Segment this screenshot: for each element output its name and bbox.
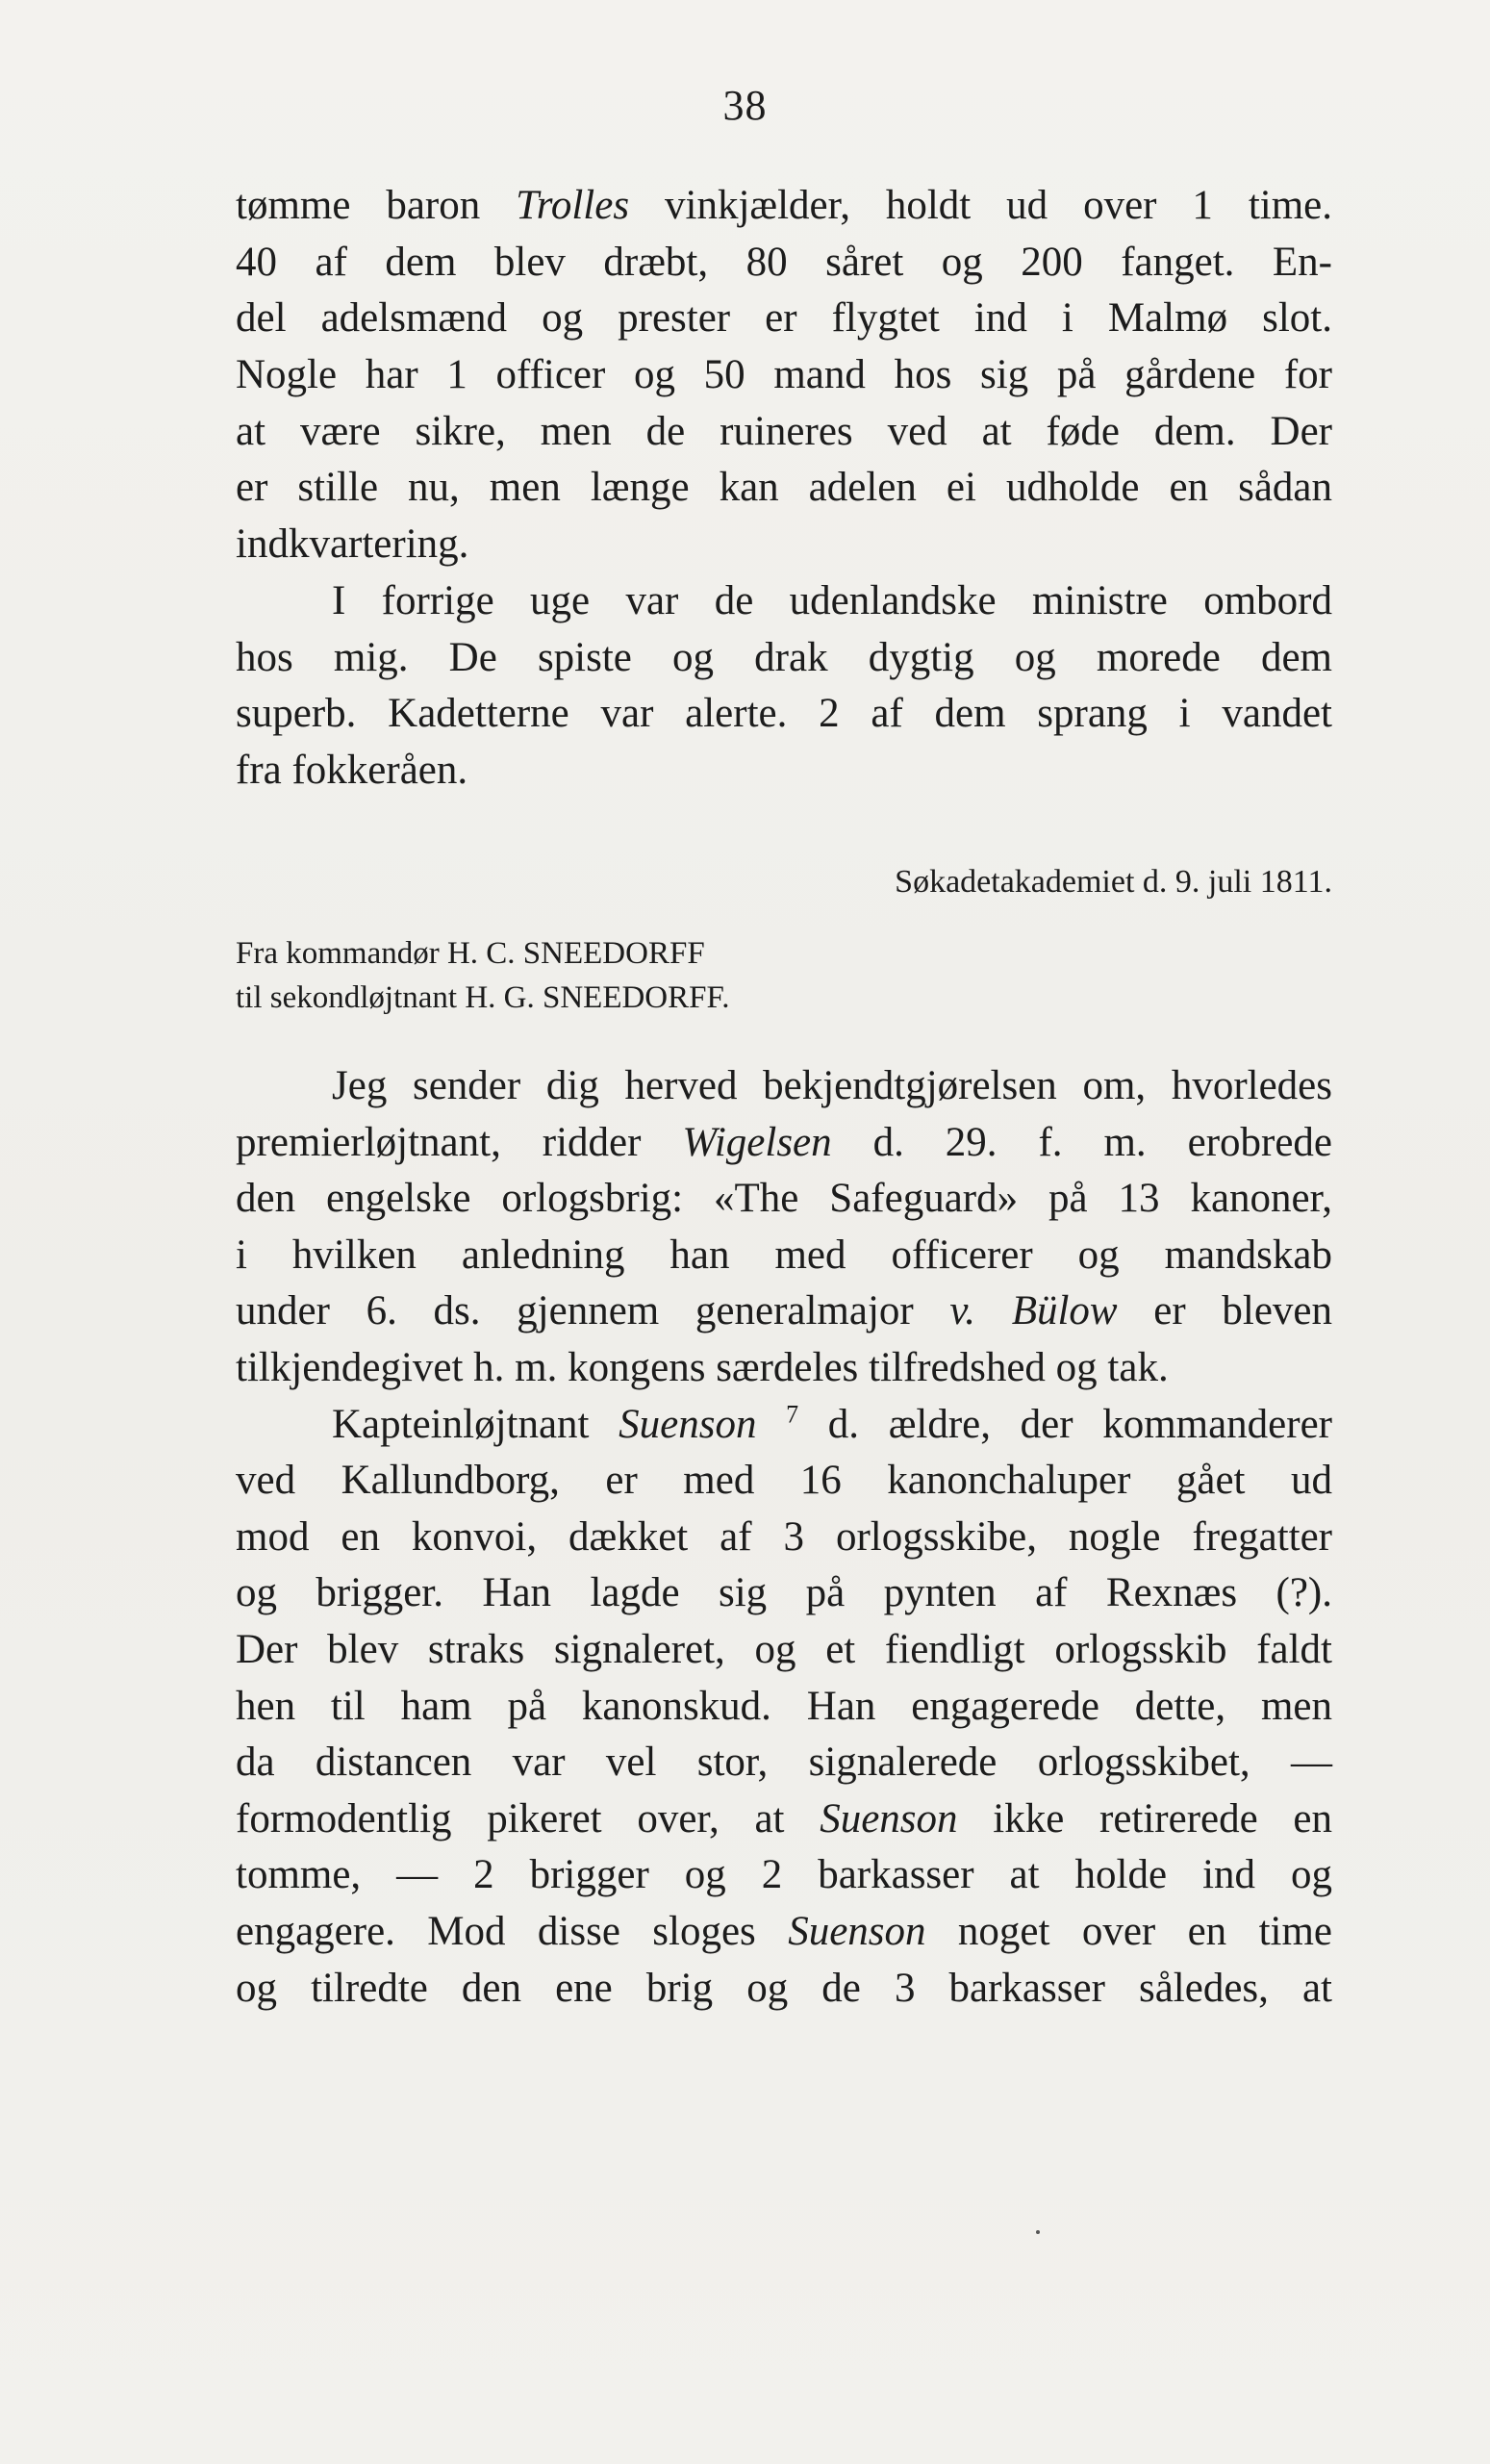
text-line: da distancen var vel stor, signalerede orlogsskibet, —	[236, 1740, 1332, 1786]
text-line: del adelsmænd og prester er flygtet ind i Malmø slot.	[236, 295, 1332, 342]
page-number: 38	[722, 82, 768, 129]
text-line: er stille nu, men længe kan adelen ei udholde en sådan	[236, 465, 1332, 511]
letter-place-date: Søkadetakademiet d. 9. juli 1811.	[895, 864, 1332, 900]
text-line: formodentlig pikeret over, at Suenson ikke retirerede en	[236, 1795, 1332, 1842]
text-line: superb. Kadetterne var alerte. 2 af dem sprang i vandet	[236, 691, 1332, 737]
text-line: og tilredte den ene brig og de 3 barkasser således, at	[236, 1965, 1332, 2011]
text-line: engagere. Mod disse sloges Suenson noget over en time	[236, 1908, 1332, 1954]
text-line: I forrige uge var de udenlandske ministre ombord	[332, 577, 1332, 623]
text-line: mod en konvoi, dækket af 3 orlogsskibe, nogle fregatter	[236, 1513, 1332, 1560]
text-line: indkvartering.	[236, 521, 469, 568]
body-text-top	[236, 178, 1332, 800]
text-line: i hvilken anledning han med officerer og mandskab	[236, 1232, 1332, 1278]
text-line: 40 af dem blev dræbt, 80 såret og 200 fanget. En-	[236, 239, 1332, 285]
text-line: Jeg sender dig herved bekjendtgjørelsen om, hvorledes	[332, 1063, 1332, 1108]
text-line: tilkjendegivet h. m. kongens særdeles tilfredshed og tak.	[236, 1344, 1169, 1390]
text-line: at være sikre, men de ruineres ved at føde dem. Der	[236, 408, 1332, 454]
paper-speck	[1036, 2230, 1040, 2234]
letter-from: Fra kommandør H. C. SNEEDORFF	[236, 936, 705, 971]
body-text-bottom	[236, 1058, 1332, 2017]
text-line: den engelske orlogsbrig: «The Safeguard» på 13 kanoner,	[236, 1176, 1332, 1222]
text-line: Kapteinløjtnant Suenson $^7$ d. ældre, der kommanderer	[332, 1400, 1332, 1447]
footnote-marker: 7	[786, 1400, 799, 1429]
text-line: under 6. ds. gjennem generalmajor v. Bülow er bleven	[236, 1288, 1332, 1334]
text-line: tømme baron Trolles vinkjælder, holdt ud over 1 time.	[236, 183, 1332, 228]
text-line: hen til ham på kanonskud. Han engagerede dette, men	[236, 1683, 1332, 1729]
letter-heading	[236, 931, 729, 1020]
letter-to: til sekondløjtnant H. G. SNEEDORFF.	[236, 980, 730, 1015]
text-line: Nogle har 1 officer og 50 mand hos sig på gårdene for	[236, 352, 1332, 398]
text-line: ved Kallundborg, er med 16 kanonchaluper gået ud	[236, 1458, 1332, 1504]
text-line: premierløjtnant, ridder Wigelsen d. 29. f. m. erobrede	[236, 1119, 1333, 1165]
text-line: tomme, — 2 brigger og 2 barkasser at holde ind og	[236, 1852, 1332, 1898]
text-line: fra fokkeråen.	[236, 747, 468, 793]
text-line: og brigger. Han lagde sig på pynten af Rexnæs (?).	[236, 1570, 1332, 1616]
text-line: Der blev straks signaleret, og et fiendligt orlogsskib faldt	[236, 1626, 1332, 1672]
text-line: hos mig. De spiste og drak dygtig og morede dem	[236, 634, 1332, 680]
